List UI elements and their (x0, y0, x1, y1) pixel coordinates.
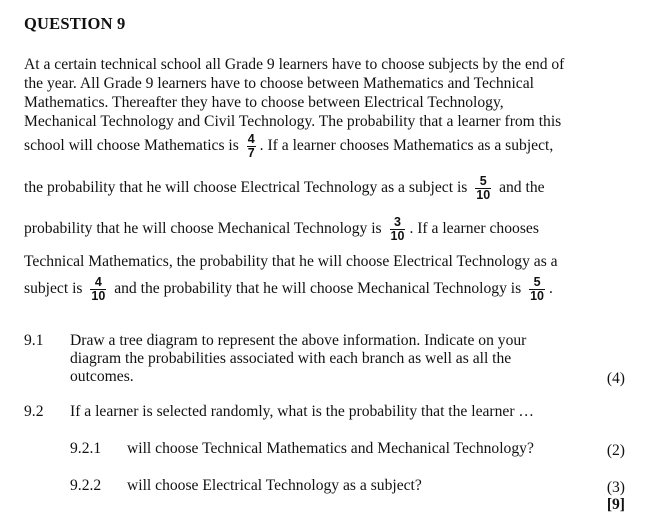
intro-line-5 (24, 133, 553, 160)
intro-line-6-end: and the (499, 179, 545, 197)
fraction-denominator: 7 (247, 146, 255, 161)
question-heading: QUESTION 9 (24, 14, 126, 33)
intro-line-3: Mathematics. Thereafter they have to choose between Electrical Technology, (24, 94, 504, 111)
fraction-denominator: 10 (530, 289, 544, 304)
intro-line-5-start: school will choose Mathematics is (24, 137, 239, 155)
intro-line-9-start: subject is (24, 280, 83, 298)
intro-line-9-middle: and the probability that he will choose Mechanical Technology is (114, 280, 522, 298)
question-9-1-number: 9.1 (24, 332, 44, 349)
fraction-numerator: 5 (479, 174, 487, 188)
intro-line-7-start: probability that he will choose Mechanical Technology is (24, 220, 382, 238)
question-9-2-number: 9.2 (24, 403, 44, 420)
intro-line-7-end: . If a learner chooses (409, 220, 539, 238)
question-9-2-2-text: will choose Electrical Technology as a subject? (127, 477, 422, 494)
fraction-numerator: 4 (247, 132, 255, 146)
intro-line-9-end: . (549, 280, 553, 298)
intro-line-2: the year. All Grade 9 learners have to choose between Mathematics and Technical (24, 75, 534, 92)
question-9-2-1-number: 9.2.1 (70, 440, 102, 457)
fraction-denominator: 10 (476, 188, 491, 203)
question-9-2-2-marks: (3) (606, 479, 625, 496)
question-9-2-2-number: 9.2.2 (70, 477, 102, 494)
intro-line-6 (24, 175, 545, 202)
question-9-2-1-text: will choose Technical Mathematics and Mechanical Technology? (127, 440, 534, 457)
question-9-1-line-2: diagram the probabilities associated with each branch as well as all the (70, 350, 512, 367)
fraction-numerator: 5 (533, 275, 541, 289)
fraction-electrical-maths (475, 175, 491, 202)
fraction-denominator: 10 (390, 229, 405, 244)
question-9-1-line-3: outcomes. (70, 368, 134, 385)
question-9-2-text: If a learner is selected randomly, what is the probability that the learner … (70, 403, 535, 420)
intro-line-1: At a certain technical school all Grade 9 learners have to choose subjects by the end of (24, 56, 565, 73)
fraction-numerator: 4 (94, 275, 102, 289)
question-9-1-marks: (4) (606, 370, 625, 387)
intro-line-6-start: the probability that he will choose Electrical Technology as a subject is (24, 179, 468, 197)
question-9-1-line-1: Draw a tree diagram to represent the above information. Indicate on your (70, 332, 527, 349)
intro-line-8: Technical Mathematics, the probability that he will choose Electrical Technology as a (24, 253, 558, 270)
fraction-numerator: 3 (394, 215, 401, 229)
question-total-marks: [9] (606, 496, 625, 513)
fraction-mechanical-technical (529, 276, 545, 303)
fraction-electrical-technical (90, 276, 106, 303)
intro-line-4: Mechanical Technology and Civil Technology. The probability that a learner from this (24, 113, 562, 130)
intro-line-7 (24, 216, 539, 243)
question-9-2-1-marks: (2) (606, 442, 625, 459)
fraction-denominator: 10 (91, 289, 106, 304)
fraction-maths (247, 133, 256, 160)
intro-line-5-end: . If a learner chooses Mathematics as a subject, (259, 137, 554, 155)
fraction-mechanical-maths (390, 216, 406, 243)
intro-line-9 (24, 276, 553, 303)
